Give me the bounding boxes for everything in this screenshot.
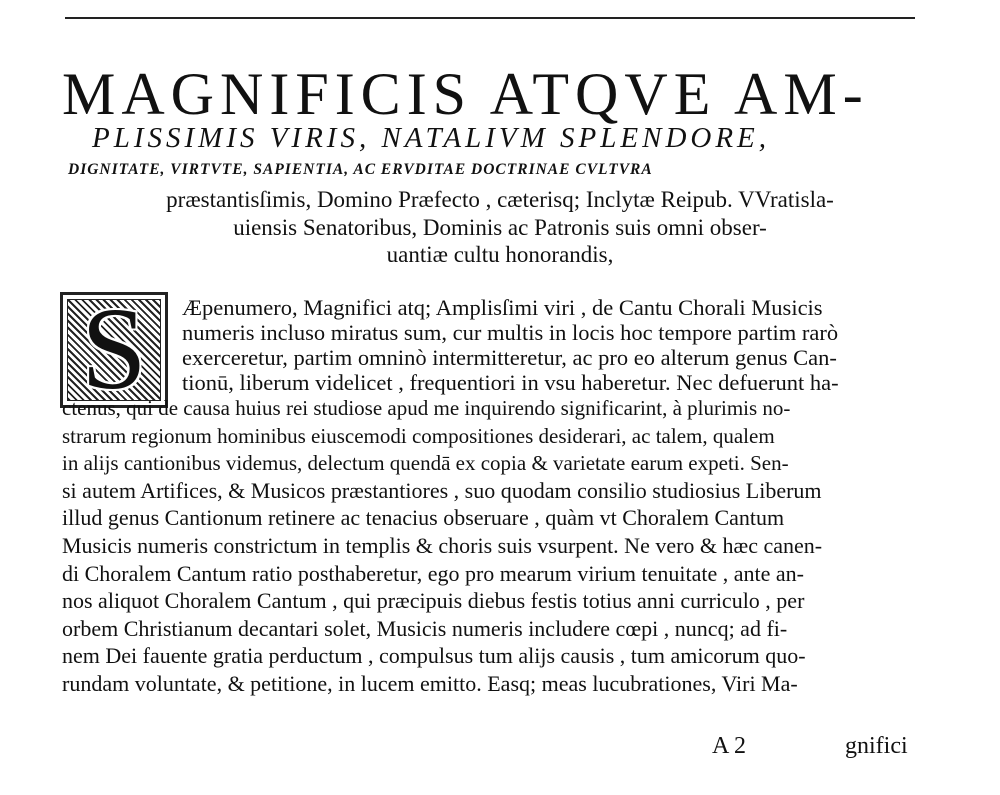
initial-letter: S — [81, 283, 147, 414]
body-line: si autem Artifices, & Musicos præstantiores , suo quodam consilio studiosius Liberum — [62, 477, 822, 503]
body-line: nos aliquot Choralem Cantum , qui præcipuis diebus festis totius anni curriculo , per — [62, 588, 805, 614]
body-line: Æpenumero, Magnifici atq; Amplisſimi viri , de Cantu Chorali Musicis — [182, 295, 823, 320]
body-line: exerceretur, partim omninò intermitteretur, ac pro eo alterum genus Can- — [182, 345, 837, 370]
dedication-line: uiensis Senatoribus, Dominis ac Patronis suis omni obser- — [233, 215, 767, 240]
heading-line-2: PLISSIMIS VIRIS, NATALIVM SPLENDORE, — [92, 122, 771, 154]
body-line: strarum regionum hominibus eiuscemodi compositiones desiderari, ac talem, qualem — [62, 423, 775, 448]
dedication-line: præstantisſimis, Domino Præfecto , cæterisq; Inclytæ Reipub. VVratisla- — [166, 187, 834, 212]
signature-mark: A 2 — [712, 733, 747, 759]
body-line: illud genus Cantionum retinere ac tenacius obseruare , quàm vt Choralem Cantum — [62, 505, 785, 531]
body-line: ctenus, qui de causa huius rei studiose apud me inquirendo significarint, à plurimis no- — [62, 396, 791, 420]
body-line: orbem Christianum decantari solet, Musicis numeris includere cœpi , nuncq; ad fi- — [62, 615, 788, 641]
body-line: Musicis numeris constrictum in templis & choris suis vsurpent. Ne vero & hæc canen- — [62, 533, 823, 558]
body-line: rundam voluntate, & petitione, in lucem emitto. Easq; meas lucubrationes, Viri Ma- — [62, 671, 798, 696]
decorated-initial — [60, 283, 168, 414]
catchword: gnifici — [845, 733, 908, 759]
body-line: in alijs cantionibus videmus, delectum quendā ex copia & varietate earum expeti. Sen- — [62, 451, 789, 476]
heading-line-1: MAGNIFICIS ATQVE AM- — [62, 61, 869, 127]
body-line: tionū, liberum videlicet , frequentiori in vsu haberetur. Nec defuerunt ha- — [182, 370, 839, 395]
body-line: nem Dei fauente gratia perductum , compulsus tum alijs causis , tum amicorum quo- — [62, 643, 806, 669]
heading-line-3: DIGNITATE, VIRTVTE, SAPIENTIA, AC ERVDITAE DOCTRINAE CVLTVRA — [68, 161, 653, 178]
body-line: numeris incluso miratus sum, cur multis in locis hoc tempore partim rarò — [182, 320, 839, 345]
body-line: di Choralem Cantum ratio posthaberetur, ego pro mearum virium tenuitate , ante an- — [62, 560, 805, 586]
top-rule — [65, 17, 915, 19]
dedication-line: uantiæ cultu honorandis, — [386, 242, 614, 267]
